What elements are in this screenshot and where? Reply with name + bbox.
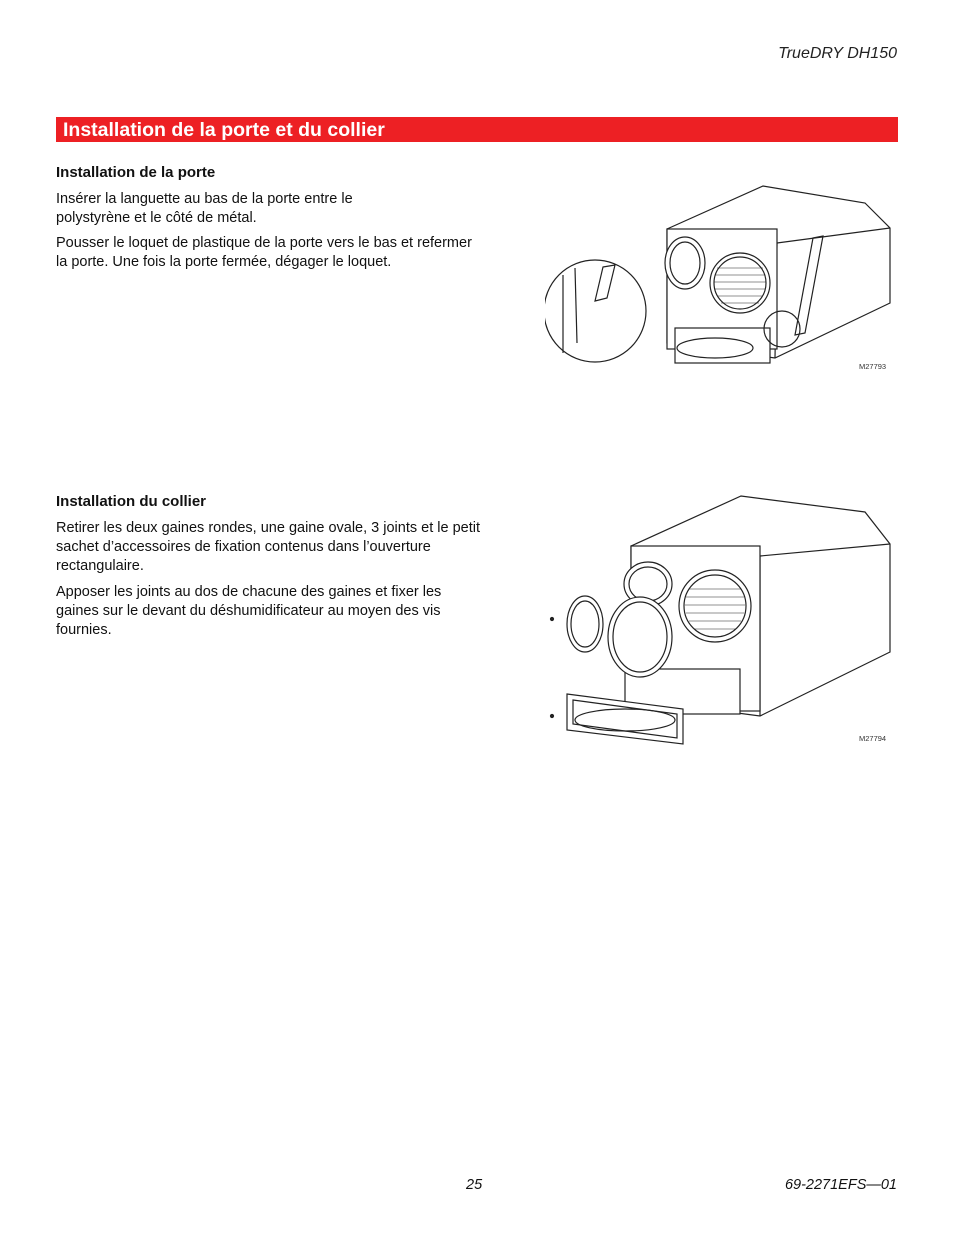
collar-heading: Installation du collier: [56, 493, 207, 510]
header-product-name: TrueDRY DH150: [778, 45, 897, 62]
dehumidifier-door-drawing: [545, 183, 895, 383]
page-number: 25: [466, 1177, 483, 1193]
document-code: 69-2271EFS—01: [784, 1177, 897, 1193]
door-illustration: [545, 183, 895, 383]
door-figure-code: M27793: [859, 362, 887, 371]
door-heading: Installation de la porte: [56, 164, 216, 181]
collar-figure-code: M27794: [859, 734, 887, 743]
door-paragraph-1: Insérer la languette au bas de la porte entre le polystyrène et le côté de métal.: [56, 191, 353, 226]
collar-paragraph-2: Apposer les joints au dos de chacune des gaines et fixer les gaines sur le devant du déshumidificateur au moyen des vis fournies.: [56, 584, 442, 638]
section-title-bar: [56, 117, 898, 142]
dehumidifier-collar-drawing: [545, 494, 895, 750]
collar-illustration: [545, 494, 895, 750]
collar-paragraph-1: Retirer les deux gaines rondes, une gaine ovale, 3 joints et le petit sachet d’accessoires de fixation contenus dans l’ouverture rectangulaire.: [56, 520, 480, 574]
section-title: Installation de la porte et du collier: [63, 119, 385, 141]
door-paragraph-2: Pousser le loquet de plastique de la porte vers le bas et refermer la porte. Une fois la porte fermée, dégager le loquet.: [56, 235, 472, 270]
